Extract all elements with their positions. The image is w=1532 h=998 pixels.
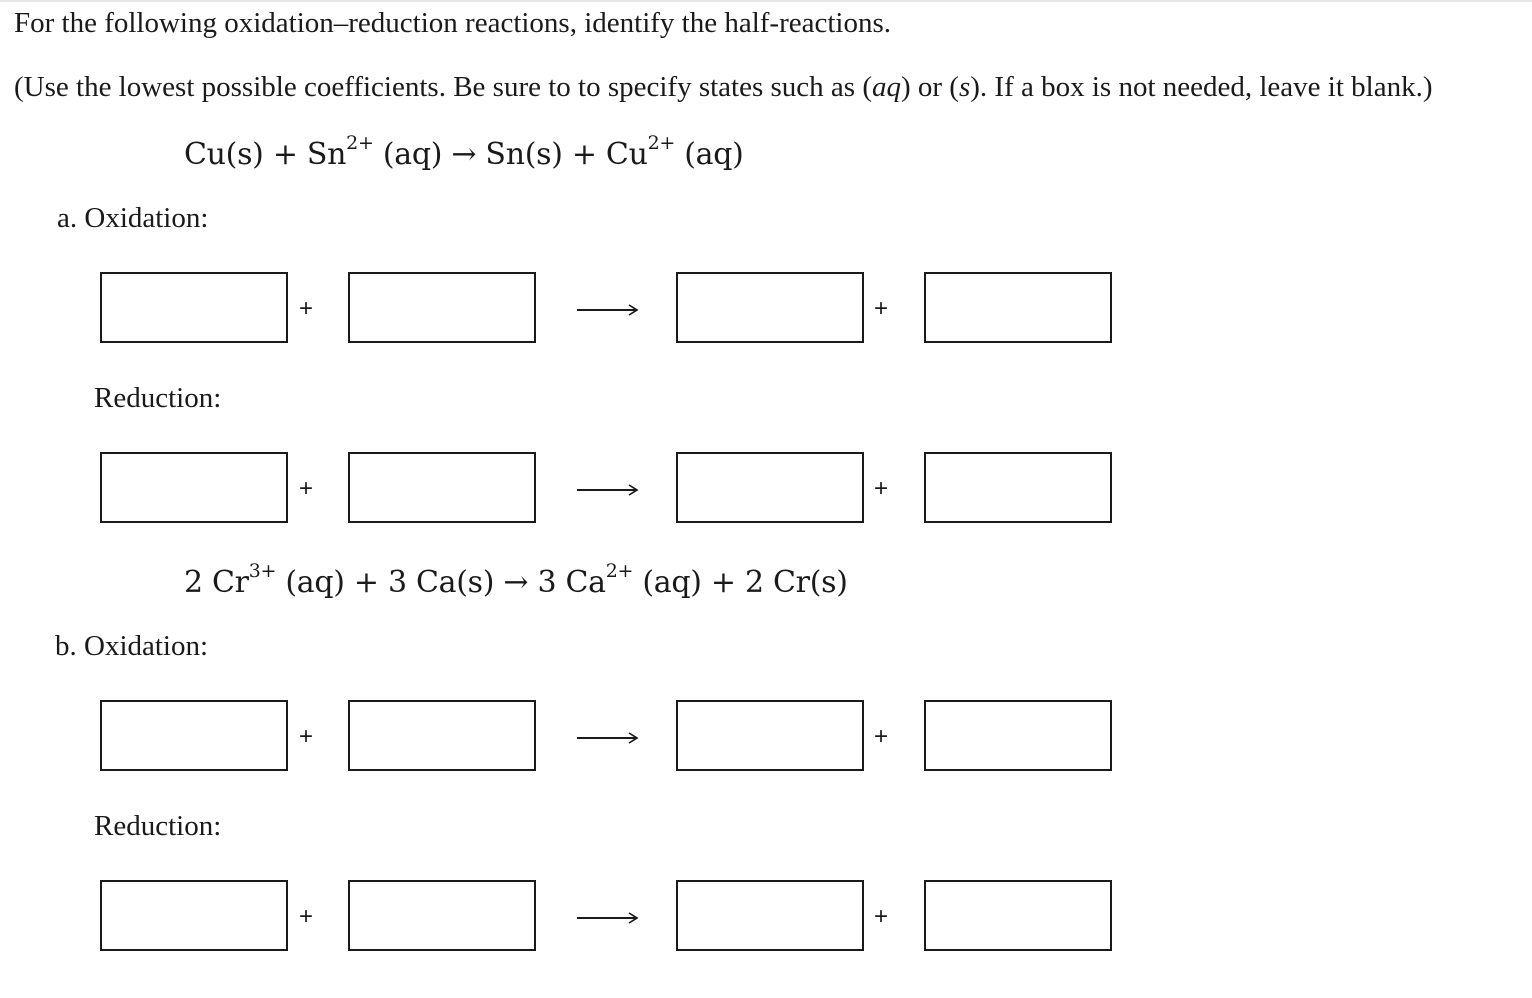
reaction-b-charge2: 2+ [605, 560, 634, 582]
reaction-a-equation [184, 132, 744, 172]
a-reduction-reactant-2-input[interactable] [348, 452, 536, 523]
a-reduction-product-1-input[interactable] [676, 452, 864, 523]
instruction-aq: aq [871, 71, 901, 103]
reaction-a-part3: (aq) [675, 137, 744, 172]
a-oxidation-reactant-2-input[interactable] [348, 272, 536, 343]
plus-sign: + [874, 475, 889, 502]
b-reduction-reactant-1-input[interactable] [100, 880, 288, 951]
plus-sign: + [299, 475, 314, 502]
a-oxidation-product-1-input[interactable] [676, 272, 864, 343]
yields-arrow-icon [577, 303, 639, 317]
a-reduction-product-2-input[interactable] [924, 452, 1112, 523]
reaction-b-charge1: 3+ [248, 560, 277, 582]
half-reaction-a-oxidation [0, 272, 1532, 352]
b-reduction-reactant-2-input[interactable] [348, 880, 536, 951]
reaction-a-part2: (aq) → Sn(s) + Cu [373, 137, 648, 172]
instruction-s: s [958, 71, 971, 103]
reaction-a-charge2: 2+ [647, 132, 676, 154]
reaction-b-equation [184, 560, 848, 600]
plus-sign: + [874, 723, 889, 750]
reaction-a-part1: Cu(s) + Sn [184, 137, 347, 172]
half-reaction-b-reduction [0, 880, 1532, 960]
half-reaction-a-reduction [0, 452, 1532, 532]
yields-arrow-icon [577, 731, 639, 745]
a-oxidation-reactant-1-input[interactable] [100, 272, 288, 343]
instruction-line-2 [14, 73, 1433, 102]
plus-sign: + [874, 903, 889, 930]
b-oxidation-reactant-2-input[interactable] [348, 700, 536, 771]
b-oxidation-reactant-1-input[interactable] [100, 700, 288, 771]
reaction-b-part2: (aq) + 3 Ca(s) → 3 Ca [276, 565, 606, 600]
plus-sign: + [299, 723, 314, 750]
plus-sign: + [299, 903, 314, 930]
instruction-line-1: For the following oxidation–reduction reactions, identify the half-reactions. [14, 7, 892, 39]
plus-sign: + [874, 295, 889, 322]
a-reduction-reactant-1-input[interactable] [100, 452, 288, 523]
label-b-reduction: Reduction: [94, 810, 222, 842]
yields-arrow-icon [577, 911, 639, 925]
reaction-a-charge1: 2+ [346, 132, 374, 154]
instruction-line-2-prefix: (Use the lowest possible coefficients. Be sure to to specify states such as ( [14, 71, 872, 103]
half-reaction-b-oxidation [0, 700, 1532, 780]
instruction-line-2-suffix: ). If a box is not needed, leave it blank.) [970, 71, 1433, 103]
a-oxidation-product-2-input[interactable] [924, 272, 1112, 343]
label-a-reduction: Reduction: [94, 382, 222, 414]
plus-sign: + [299, 295, 314, 322]
label-a-oxidation: a. Oxidation: [57, 202, 209, 234]
b-oxidation-product-2-input[interactable] [924, 700, 1112, 771]
b-reduction-product-1-input[interactable] [676, 880, 864, 951]
top-divider [0, 0, 1532, 2]
reaction-b-part1: 2 Cr [184, 565, 249, 600]
b-reduction-product-2-input[interactable] [924, 880, 1112, 951]
reaction-b-part3: (aq) + 2 Cr(s) [633, 565, 848, 600]
label-b-oxidation: b. Oxidation: [55, 630, 209, 662]
instruction-line-2-mid: ) or ( [900, 71, 959, 103]
b-oxidation-product-1-input[interactable] [676, 700, 864, 771]
yields-arrow-icon [577, 483, 639, 497]
